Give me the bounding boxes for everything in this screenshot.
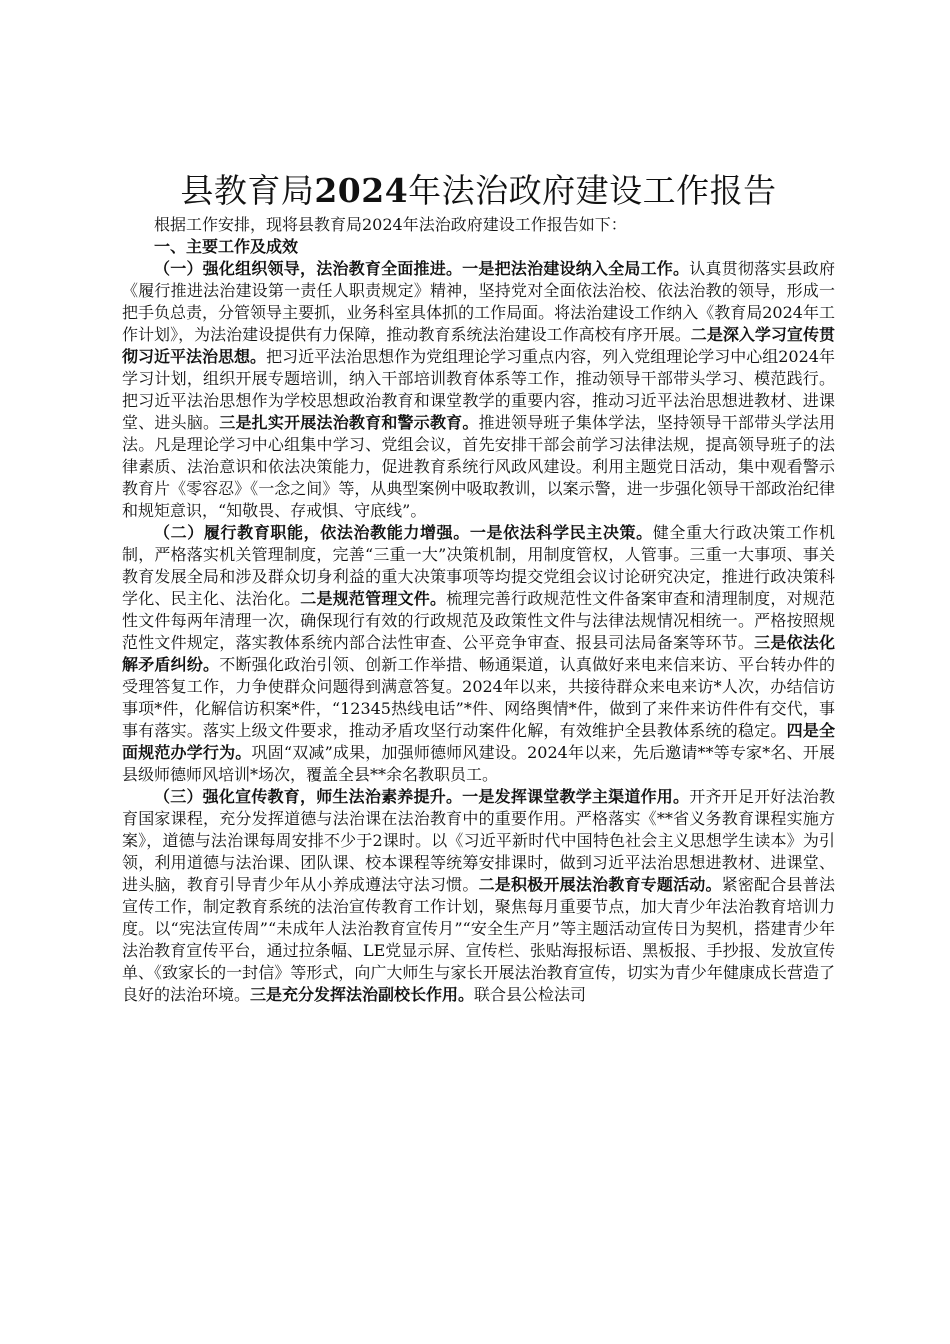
bold-lead: 三是扎实开展法治教育和警示教育。 [219,413,479,432]
bold-lead: 二是深入学习宣传贯彻习近平法治思想。 [122,325,835,366]
document-title [122,168,835,214]
body-text: 开齐开足开好法治教育国家课程，充分发挥道德与法治课在法治教育中的重要作用。严格落实《**省义务教育课程实施方案》，道德与法治课每周安排不少于2课时。以《习近平新时代中国特色社会主义思想学生读本》为引领，利用道德与法治课、团队课、校本课程等统筹安排课时，做到习近平法治思想进教材、进课堂、进头脑，教育引导青少年从小养成遵法守法习惯。 [122,787,835,894]
body-text: 认真贯彻落实县政府《履行推进法治建设第一责任人职责规定》精神，坚持党对全面依法治校、依法治教的领导，形成一把手负总责，分管领导主要抓，业务科室具体抓的工作局面。将法治建设工作纳入《教育局2024年工作计划》，为法治建设提供有力保障，推动教育系统法治建设工作高校有序开展。 [122,259,835,344]
body-text: 不断强化政治引领、创新工作举措、畅通渠道，认真做好来电来信来访、平台转办件的受理答复工作，力争使群众问题得到满意答复。2024年以来，共接待群众来电来访*人次，办结信访事项*件，化解信访积案*件，“12345热线电话”*件、网络舆情*件，做到了来件来访件件有交代，事事有落实。落实上级文件要求，推动矛盾攻坚行动案件化解，有效维护全县教体系统的稳定。 [122,655,835,740]
bold-lead: （一）强化组织领导，法治教育全面推进。一是把法治建设纳入全局工作。 [154,259,690,278]
bold-lead: 二是规范管理文件。 [300,589,447,608]
document-page [122,168,835,1006]
bold-lead: 三是依法化解矛盾纠纷。 [122,633,835,674]
paragraph-organization [122,258,835,522]
bold-lead: 二是积极开展法治教育专题活动。 [478,875,722,894]
title-year: 2024 [314,171,409,210]
bold-lead: （三）强化宣传教育，师生法治素养提升。一是发挥课堂教学主渠道作用。 [154,787,690,806]
body-text: 巩固“双减”成果，加强师德师风建设。2024年以来，先后邀请**等专家*名、开展县级师德师风培训*场次，覆盖全县**余名教职员工。 [122,743,835,784]
body-text: 梳理完善行政规范性文件备案审查和清理制度，对规范性文件每两年清理一次，确保现行有效的行政规范及政策性文件与法律法规情况相统一。严格按照规范性文件规定，落实教体系统内部合法性审查、公平竞争审查、报县司法局备案等环节。 [122,589,835,652]
body-text: 联合县公检法司 [474,985,587,1004]
body-text: 紧密配合县普法宣传工作，制定教育系统的法治宣传教育工作计划，聚焦每月重要节点，加大青少年法治教育培训力度。以“宪法宣传周”“未成年人法治教育宣传月”“安全生产月”等主题活动宣传日为契机，搭建青少年法治教育宣传平台，通过拉条幅、LE党显示屏、宣传栏、张贴海报标语、黑板报、手抄报、发放宣传单、《致家长的一封信》等形式，向广大师生与家长开展法治教育宣传，切实为青少年健康成长营造了良好的法治环境。 [122,875,835,1004]
bold-lead: 四是全面规范办学行为。 [122,721,835,762]
body-text: 推进领导班子集体学法，坚持领导干部带头学法用法。凡是理论学习中心组集中学习、党组会议，首先安排干部会前学习法律法规，提高领导班子的法律素质、法治意识和依法决策能力，促进教育系统行风政风建设。利用主题党日活动，集中观看警示教育片《零容忍》《一念之间》等，从典型案例中吸取教训，以案示警，进一步强化领导干部政治纪律和规矩意识，“知敬畏、存戒惧、守底线”。 [122,413,835,520]
paragraph-publicity [122,786,835,1006]
body-text: 健全重大行政决策工作机制，严格落实机关管理制度，完善“三重一大”决策机制，用制度管权，人管事。三重一大事项、事关教育发展全局和涉及群众切身利益的重大决策事项等均提交党组会议讨论研究决定，推进行政决策科学化、民主化、法治化。 [122,523,835,608]
title-part-2: 年法治政府建设工作报告 [408,171,777,210]
paragraph-duties [122,522,835,786]
bold-lead: （二）履行教育职能，依法治教能力增强。一是依法科学民主决策。 [154,523,653,542]
intro-paragraph: 根据工作安排，现将县教育局2024年法治政府建设工作报告如下： [154,215,627,234]
title-part-1: 县教育局 [180,171,315,210]
bold-lead: 三是充分发挥法治副校长作用。 [250,985,475,1004]
body-text: 把习近平法治思想作为党组理论学习重点内容，列入党组理论学习中心组2024年学习计划，组织开展专题培训，纳入干部培训教育体系等工作，推动领导干部带头学习、模范践行。把习近平法治思想作为学校思想政治教育和课堂教学的重要内容，推动习近平法治思想进教材、进课堂、进头脑。 [122,347,835,432]
section-heading-1: 一、主要工作及成效 [154,237,299,256]
